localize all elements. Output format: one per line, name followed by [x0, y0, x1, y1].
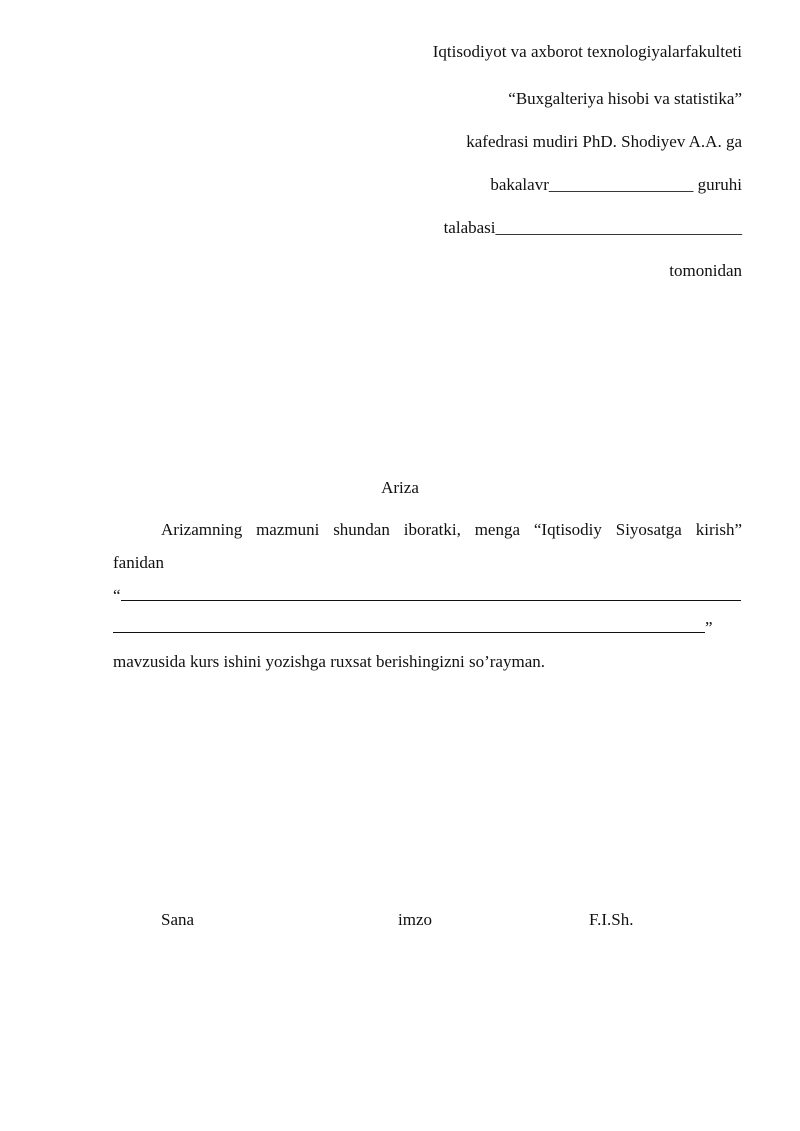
- student-prefix: talabasi: [443, 218, 496, 237]
- closing-line: mavzusida kurs ishini yozishga ruxsat berishingizni so’rayman.: [113, 652, 545, 671]
- student-line: [444, 217, 742, 239]
- group-line: [490, 174, 742, 196]
- student-blank: _____________________________: [495, 218, 742, 237]
- paragraph-line-2: fanidan: [113, 553, 164, 572]
- open-quote: “: [113, 586, 121, 605]
- close-quote: ”: [705, 618, 713, 637]
- topic-blank-rule-2: [113, 616, 705, 633]
- document-title: Ariza: [381, 478, 419, 497]
- department-head-line: kafedrasi mudiri PhD. Shodiyev A.A. ga: [466, 132, 742, 151]
- topic-blank-line-2: [113, 616, 713, 639]
- department-line: “Buxgalteriya hisobi va statistika”: [508, 89, 742, 108]
- topic-blank-line-1: [113, 584, 741, 607]
- group-suffix: guruhi: [693, 175, 742, 194]
- group-prefix: bakalavr: [490, 175, 549, 194]
- from-line: tomonidan: [669, 261, 742, 280]
- faculty-line: Iqtisodiyot va axborot texnologiyalarfakulteti: [432, 42, 742, 61]
- paragraph-line-1: Arizamning mazmuni shundan iboratki, menga “Iqtisodiy Siyosatga kirish”: [161, 520, 742, 539]
- full-name-label: F.I.Sh.: [589, 910, 634, 929]
- group-blank: _________________: [548, 175, 694, 194]
- date-label: Sana: [161, 910, 195, 929]
- signature-label: imzo: [398, 910, 432, 929]
- topic-blank-rule-1: [121, 584, 741, 601]
